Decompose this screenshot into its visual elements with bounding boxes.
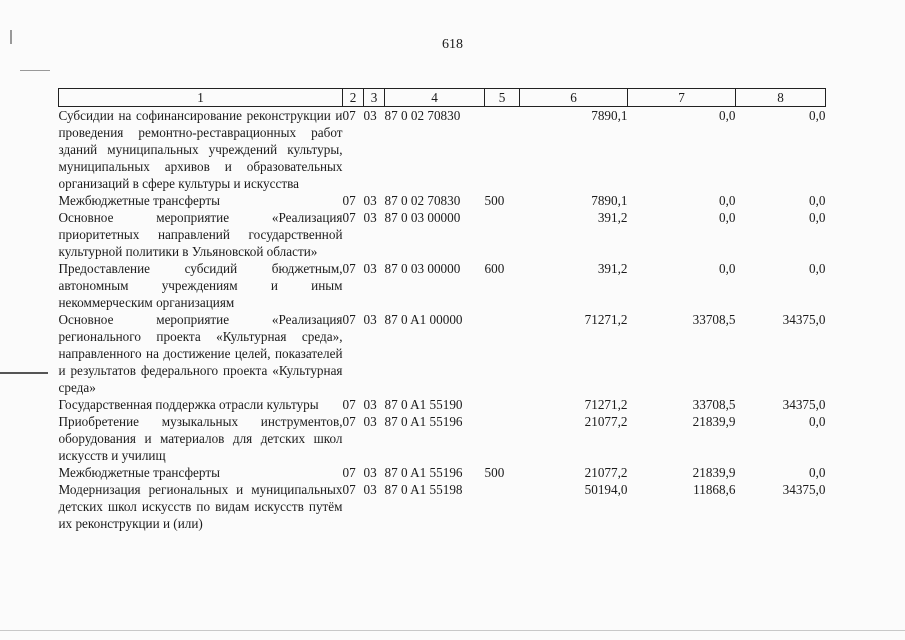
row-name: Основное мероприятие «Реализация регионального проекта «Культурная среда», направленного на достижение целей, показателей и результатов федерального проекта «Культурная среда» <box>58 312 343 395</box>
amount-col7: 33708,5 <box>692 397 736 412</box>
header-cell: 4 <box>385 89 485 107</box>
chapter-code: 07 <box>342 414 356 429</box>
expense-type-code: 500 <box>484 465 505 480</box>
chapter-code: 07 <box>342 261 356 276</box>
amount-col8: 34375,0 <box>782 312 826 327</box>
header-cell: 5 <box>485 89 520 107</box>
target-article-code: 87 0 03 00000 <box>384 261 461 276</box>
expense-type-code: 600 <box>484 261 505 276</box>
amount-col7: 0,0 <box>719 193 736 208</box>
scan-artifact <box>0 630 905 631</box>
table-row <box>59 311 826 396</box>
row-name: Приобретение музыкальных инструментов, оборудования и материалов для детских школ искусств и училищ <box>58 414 343 463</box>
amount-col8: 0,0 <box>809 210 826 225</box>
scan-artifact <box>20 70 50 71</box>
target-article-code: 87 0 02 70830 <box>384 108 461 123</box>
amount-col6: 71271,2 <box>584 397 628 412</box>
amount-col6: 391,2 <box>597 261 628 276</box>
subchapter-code: 03 <box>363 261 377 276</box>
header-row <box>59 89 826 107</box>
table-row <box>59 413 826 464</box>
budget-table <box>58 88 826 532</box>
amount-col6: 21077,2 <box>584 465 628 480</box>
subchapter-code: 03 <box>363 108 377 123</box>
row-name: Модернизация региональных и муниципальных детских школ искусств по видам искусств путём их реконструкции и (или) <box>58 482 343 531</box>
amount-col8: 0,0 <box>809 193 826 208</box>
amount-col8: 34375,0 <box>782 482 826 497</box>
chapter-code: 07 <box>342 465 356 480</box>
row-name: Межбюджетные трансферты <box>58 193 220 208</box>
header-cell: 2 <box>343 89 364 107</box>
amount-col8: 0,0 <box>809 414 826 429</box>
chapter-code: 07 <box>342 210 356 225</box>
row-name: Государственная поддержка отрасли культуры <box>58 397 319 412</box>
expense-type-code <box>485 209 520 260</box>
amount-col8: 0,0 <box>809 108 826 123</box>
subchapter-code: 03 <box>363 414 377 429</box>
expense-type-code <box>485 481 520 532</box>
target-article-code: 87 0 A1 00000 <box>384 312 463 327</box>
amount-col6: 50194,0 <box>584 482 628 497</box>
subchapter-code: 03 <box>363 465 377 480</box>
amount-col7: 33708,5 <box>692 312 736 327</box>
chapter-code: 07 <box>342 397 356 412</box>
expense-type-code: 500 <box>484 193 505 208</box>
amount-col7: 0,0 <box>719 261 736 276</box>
table-row <box>59 209 826 260</box>
row-name: Межбюджетные трансферты <box>58 465 220 480</box>
amount-col6: 7890,1 <box>591 108 628 123</box>
header-cell: 3 <box>364 89 385 107</box>
amount-col7: 21839,9 <box>692 465 736 480</box>
table-row <box>59 192 826 209</box>
subchapter-code: 03 <box>363 397 377 412</box>
table-row <box>59 396 826 413</box>
target-article-code: 87 0 A1 55196 <box>384 414 463 429</box>
amount-col8: 0,0 <box>809 261 826 276</box>
row-name: Субсидии на софинансирование реконструкции и проведения ремонтно-реставрационных работ зданий муниципальных учреждений культуры, муниципальных архивов и образовательных организаций в сфере культуры и искусства <box>58 108 343 191</box>
header-cell: 7 <box>628 89 736 107</box>
page-number: 618 <box>442 37 463 52</box>
subchapter-code: 03 <box>363 482 377 497</box>
header-cell: 6 <box>520 89 628 107</box>
row-name: Основное мероприятие «Реализация приоритетных направлений государственной культурной политики в Ульяновской области» <box>58 210 343 259</box>
amount-col8: 34375,0 <box>782 397 826 412</box>
table-row <box>59 107 826 193</box>
scan-artifact <box>10 30 12 44</box>
table-row <box>59 260 826 311</box>
amount-col7: 11868,6 <box>693 482 736 497</box>
row-name: Предоставление субсидий бюджетным, автономным учреждениям и иным некоммерческим организациям <box>58 261 343 310</box>
target-article-code: 87 0 A1 55198 <box>384 482 463 497</box>
target-article-code: 87 0 02 70830 <box>384 193 461 208</box>
chapter-code: 07 <box>342 312 356 327</box>
chapter-code: 07 <box>342 108 356 123</box>
scan-artifact <box>0 372 48 374</box>
amount-col7: 21839,9 <box>692 414 736 429</box>
chapter-code: 07 <box>342 193 356 208</box>
subchapter-code: 03 <box>363 210 377 225</box>
target-article-code: 87 0 03 00000 <box>384 210 461 225</box>
header-cell: 1 <box>59 89 343 107</box>
expense-type-code <box>485 311 520 396</box>
table-row <box>59 464 826 481</box>
amount-col7: 0,0 <box>719 108 736 123</box>
amount-col6: 391,2 <box>597 210 628 225</box>
target-article-code: 87 0 A1 55190 <box>384 397 463 412</box>
amount-col6: 21077,2 <box>584 414 628 429</box>
chapter-code: 07 <box>342 482 356 497</box>
header-cell: 8 <box>736 89 826 107</box>
subchapter-code: 03 <box>363 193 377 208</box>
amount-col6: 7890,1 <box>591 193 628 208</box>
amount-col6: 71271,2 <box>584 312 628 327</box>
expense-type-code <box>485 107 520 193</box>
subchapter-code: 03 <box>363 312 377 327</box>
amount-col8: 0,0 <box>809 465 826 480</box>
expense-type-code <box>485 396 520 413</box>
table-row <box>59 481 826 532</box>
amount-col7: 0,0 <box>719 210 736 225</box>
expense-type-code <box>485 413 520 464</box>
target-article-code: 87 0 A1 55196 <box>384 465 463 480</box>
